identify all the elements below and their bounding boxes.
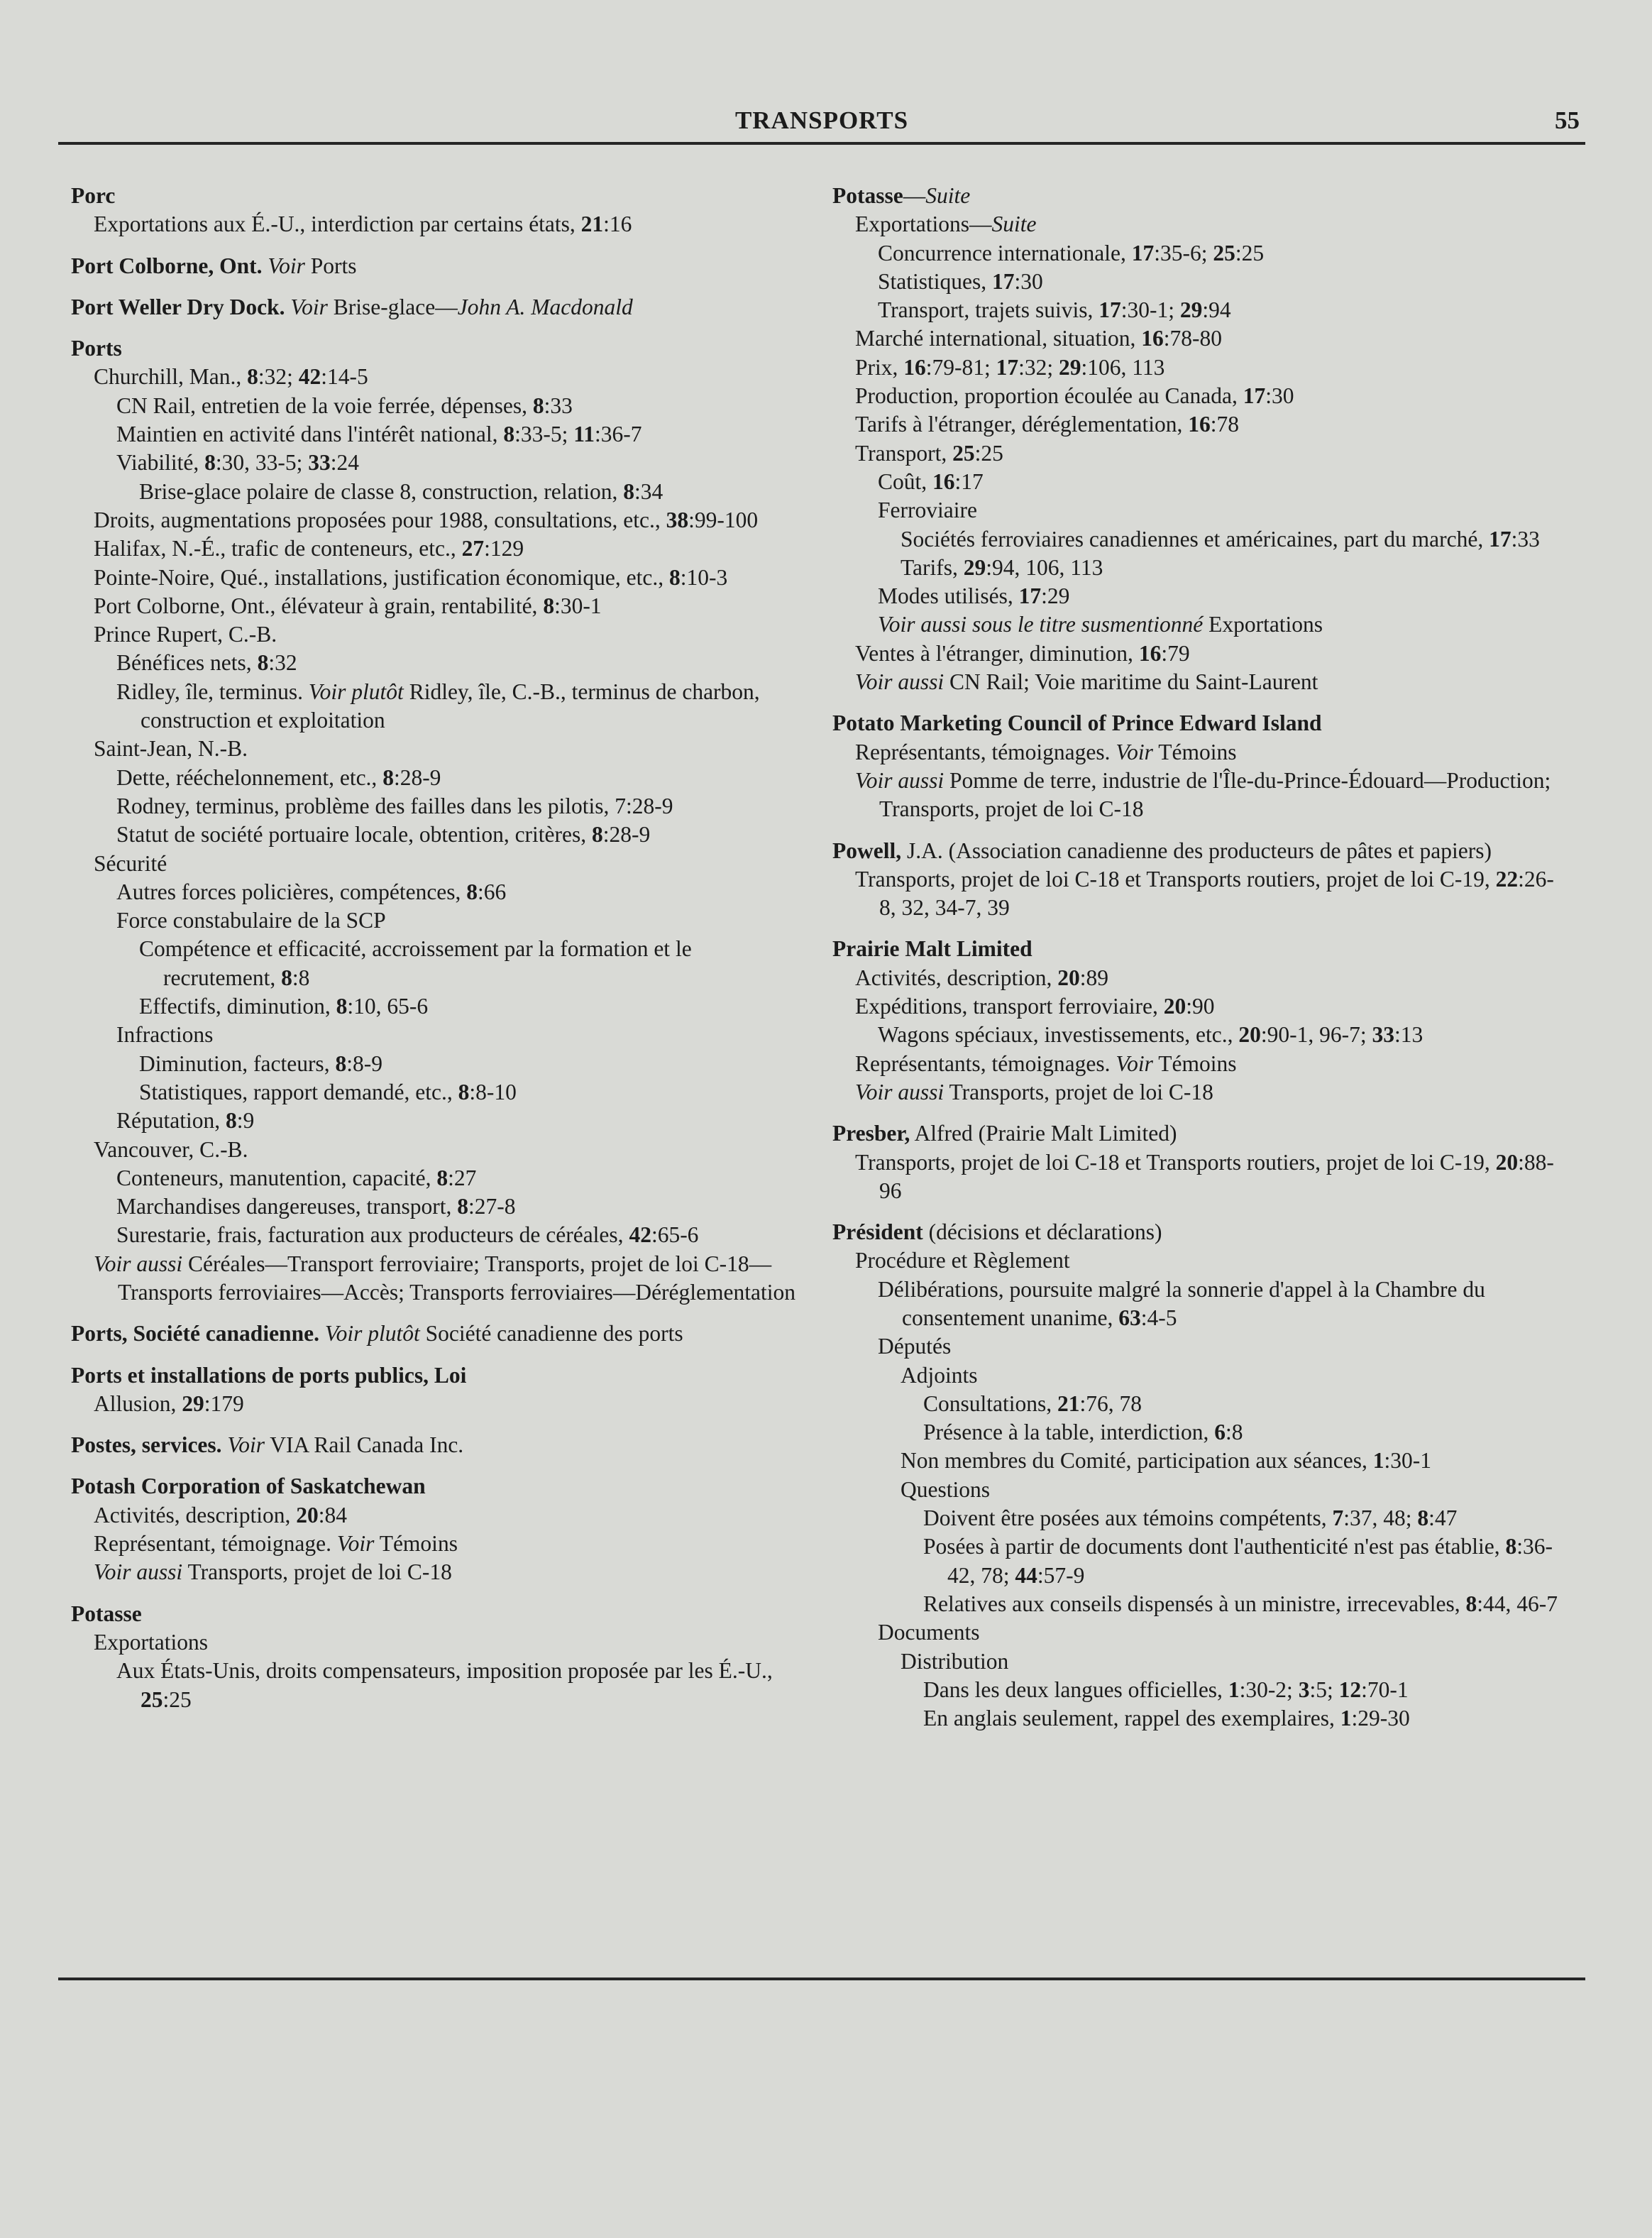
index-entry — [71, 293, 802, 322]
subentry: Concurrence internationale, 17:35-6; 25:25 — [878, 240, 1265, 265]
subentry: Wagons spéciaux, investissements, etc., 20:90-1, 96-7; 33:13 — [878, 1022, 1424, 1048]
page-number: 55 — [1555, 106, 1580, 134]
subentry: Pointe-Noire, Qué., installations, justification économique, etc., 8:10-3 — [94, 564, 728, 590]
subentry: Adjoints — [901, 1362, 978, 1388]
entry-heading: Président (décisions et déclarations) — [832, 1219, 1162, 1245]
subentry: Force constabulaire de la SCP — [116, 908, 386, 933]
subentry: Représentant, témoignage. Voir Témoins — [94, 1531, 458, 1557]
subentry: Marché international, situation, 16:78-80 — [855, 326, 1223, 351]
entry-heading: Potato Marketing Council of Prince Edward Island — [832, 711, 1322, 736]
subentry: Transport, trajets suivis, 17:30-1; 29:94 — [878, 297, 1231, 323]
index-entry — [71, 334, 802, 1307]
subentry: Ventes à l'étranger, diminution, 16:79 — [855, 640, 1190, 666]
subentry: Distribution — [901, 1648, 1009, 1674]
subentry: Documents — [878, 1620, 980, 1645]
footer-rule — [58, 1978, 1585, 1980]
subentry: Churchill, Man., 8:32; 42:14-5 — [94, 364, 368, 390]
subentry: Tarifs, 29:94, 106, 113 — [901, 554, 1103, 580]
subentry: Délibérations, poursuite malgré la sonnerie d'appel à la Chambre du consentement unanime, 63:4-5 — [878, 1276, 1485, 1330]
subentry: Voir aussi Céréales—Transport ferroviaire; Transports, projet de loi C-18—Transports ferroviaires—Accès; Transports ferroviaires—Déréglementation — [94, 1251, 795, 1305]
subentry: Transports, projet de loi C-18 et Transports routiers, projet de loi C-19, 22:26-8, 32, 34-7, 39 — [855, 866, 1554, 921]
subentry: Représentants, témoignages. Voir Témoins — [855, 739, 1237, 764]
subentry: Procédure et Règlement — [855, 1248, 1070, 1273]
subentry: Production, proportion écoulée au Canada, 17:30 — [855, 383, 1294, 409]
entry-heading: Port Colborne, Ont. Voir Ports — [71, 253, 357, 278]
entry-heading: Porc — [71, 183, 116, 208]
subentry: Activités, description, 20:84 — [94, 1502, 347, 1527]
subentry: Autres forces policières, compétences, 8:66 — [116, 879, 507, 904]
subentry: Voir aussi Transports, projet de loi C-18 — [855, 1079, 1213, 1104]
subentry: Questions — [901, 1476, 990, 1502]
subentry: CN Rail, entretien de la voie ferrée, dépenses, 8:33 — [116, 393, 573, 418]
index-entry — [71, 1361, 802, 1419]
page-header — [58, 105, 1585, 148]
subentry: Marchandises dangereuses, transport, 8:27-8 — [116, 1194, 516, 1219]
index-entry — [71, 1600, 802, 1714]
subentry: Consultations, 21:76, 78 — [923, 1390, 1142, 1416]
subentry: Brise-glace polaire de classe 8, construction, relation, 8:34 — [139, 478, 663, 504]
subentry: Maintien en activité dans l'intérêt national, 8:33-5; 11:36-7 — [116, 422, 642, 447]
subentry: Statistiques, rapport demandé, etc., 8:8-10 — [139, 1079, 517, 1104]
subentry: Réputation, 8:9 — [116, 1108, 255, 1134]
subentry: Allusion, 29:179 — [94, 1390, 244, 1416]
subentry: Exportations — [94, 1629, 208, 1655]
subentry: Sécurité — [94, 850, 167, 876]
entry-heading: Ports — [71, 336, 122, 361]
subentry: Voir aussi sous le titre susmentionné Exportations — [878, 612, 1323, 637]
index-entry — [71, 1472, 802, 1586]
index-entry — [832, 935, 1570, 1107]
header-rule — [58, 142, 1585, 145]
subentry: Représentants, témoignages. Voir Témoins — [855, 1051, 1237, 1076]
subentry: Présence à la table, interdiction, 6:8 — [923, 1420, 1243, 1445]
subentry: Sociétés ferroviaires canadiennes et américaines, part du marché, 17:33 — [901, 526, 1540, 552]
subentry: Posées à partir de documents dont l'authenticité n'est pas établie, 8:36-42, 78; 44:57-9 — [923, 1534, 1553, 1588]
subentry: Modes utilisés, 17:29 — [878, 583, 1070, 609]
entry-heading: Port Weller Dry Dock. Voir Brise-glace—John A. Macdonald — [71, 294, 633, 319]
subentry: Effectifs, diminution, 8:10, 65-6 — [139, 994, 429, 1019]
subentry: Aux États-Unis, droits compensateurs, imposition proposée par les É.-U., 25:25 — [116, 1658, 773, 1712]
entry-heading: Ports, Société canadienne. Voir plutôt Société canadienne des ports — [71, 1321, 683, 1346]
entry-heading: Powell, J.A. (Association canadienne des producteurs de pâtes et papiers) — [832, 838, 1492, 863]
subentry: Voir aussi Pomme de terre, industrie de l'Île-du-Prince-Édouard—Production; Transports, projet de loi C-18 — [855, 767, 1551, 822]
subentry: Diminution, facteurs, 8:8-9 — [139, 1051, 382, 1076]
subentry: Conteneurs, manutention, capacité, 8:27 — [116, 1165, 477, 1190]
entry-heading: Ports et installations de ports publics, Loi — [71, 1362, 467, 1388]
subentry: Statistiques, 17:30 — [878, 268, 1043, 294]
entry-heading: Potasse—Suite — [832, 183, 971, 208]
index-entry — [832, 837, 1570, 923]
subentry: Transports, projet de loi C-18 et Transports routiers, projet de loi C-19, 20:88-96 — [855, 1149, 1554, 1203]
entry-heading: Prairie Malt Limited — [832, 936, 1032, 962]
subentry: Activités, description, 20:89 — [855, 965, 1108, 990]
index-column-left — [71, 182, 802, 1727]
subentry: Droits, augmentations proposées pour 1988, consultations, etc., 38:99-100 — [94, 507, 759, 532]
subentry: Viabilité, 8:30, 33-5; 33:24 — [116, 450, 359, 476]
index-entry — [71, 182, 802, 239]
subentry: Voir aussi CN Rail; Voie maritime du Saint-Laurent — [855, 669, 1318, 695]
subentry: Dette, rééchelonnement, etc., 8:28-9 — [116, 764, 441, 790]
index-entry — [832, 1119, 1570, 1205]
subentry: Rodney, terminus, problème des failles dans les pilotis, 7:28-9 — [116, 793, 673, 818]
subentry: Halifax, N.-É., trafic de conteneurs, etc., 27:129 — [94, 536, 524, 561]
subentry: Transport, 25:25 — [855, 440, 1003, 466]
subentry: Ferroviaire — [878, 498, 977, 523]
index-entry — [71, 1320, 802, 1348]
subentry: Saint-Jean, N.-B. — [94, 736, 248, 762]
index-entry — [71, 1431, 802, 1459]
subentry: Dans les deux langues officielles, 1:30-2; 3:5; 12:70-1 — [923, 1677, 1409, 1702]
subentry: Compétence et efficacité, accroissement par la formation et le recrutement, 8:8 — [139, 936, 692, 990]
entry-heading: Postes, services. Voir VIA Rail Canada Inc. — [71, 1432, 464, 1458]
subentry: Vancouver, C.-B. — [94, 1136, 248, 1162]
subentry: Expéditions, transport ferroviaire, 20:90 — [855, 994, 1215, 1019]
subentry: Députés — [878, 1334, 952, 1359]
subentry: Coût, 16:17 — [878, 468, 984, 494]
subentry: Prix, 16:79-81; 17:32; 29:106, 113 — [855, 354, 1165, 380]
subentry: Non membres du Comité, participation aux séances, 1:30-1 — [901, 1448, 1431, 1474]
index-entry — [832, 709, 1570, 823]
index-entry — [832, 182, 1570, 696]
subentry: Doivent être posées aux témoins compétents, 7:37, 48; 8:47 — [923, 1505, 1458, 1531]
subentry: Voir aussi Transports, projet de loi C-18 — [94, 1559, 452, 1585]
subentry: Exportations aux É.-U., interdiction par certains états, 21:16 — [94, 212, 632, 237]
subentry: Exportations—Suite — [855, 212, 1037, 237]
subentry: Port Colborne, Ont., élévateur à grain, rentabilité, 8:30-1 — [94, 593, 602, 618]
subentry: En anglais seulement, rappel des exemplaires, 1:29-30 — [923, 1706, 1410, 1731]
subentry: Prince Rupert, C.-B. — [94, 622, 277, 647]
subentry: Surestarie, frais, facturation aux producteurs de céréales, 42:65-6 — [116, 1222, 699, 1248]
subentry: Ridley, île, terminus. Voir plutôt Ridley, île, C.-B., terminus de charbon, construction et exploitation — [116, 679, 760, 733]
entry-heading: Presber, Alfred (Prairie Malt Limited) — [832, 1121, 1177, 1146]
running-head: TRANSPORTS — [734, 106, 909, 134]
index-entry — [71, 252, 802, 280]
entry-heading: Potasse — [71, 1601, 142, 1626]
entry-heading: Potash Corporation of Saskatchewan — [71, 1474, 426, 1499]
subentry: Infractions — [116, 1022, 214, 1048]
subentry: Tarifs à l'étranger, déréglementation, 16:78 — [855, 412, 1240, 437]
index-column-right — [832, 182, 1570, 1745]
subentry: Relatives aux conseils dispensés à un ministre, irrecevables, 8:44, 46-7 — [923, 1591, 1558, 1616]
index-entry — [832, 1218, 1570, 1733]
subentry: Bénéfices nets, 8:32 — [116, 650, 297, 676]
subentry: Statut de société portuaire locale, obtention, critères, 8:28-9 — [116, 822, 651, 848]
